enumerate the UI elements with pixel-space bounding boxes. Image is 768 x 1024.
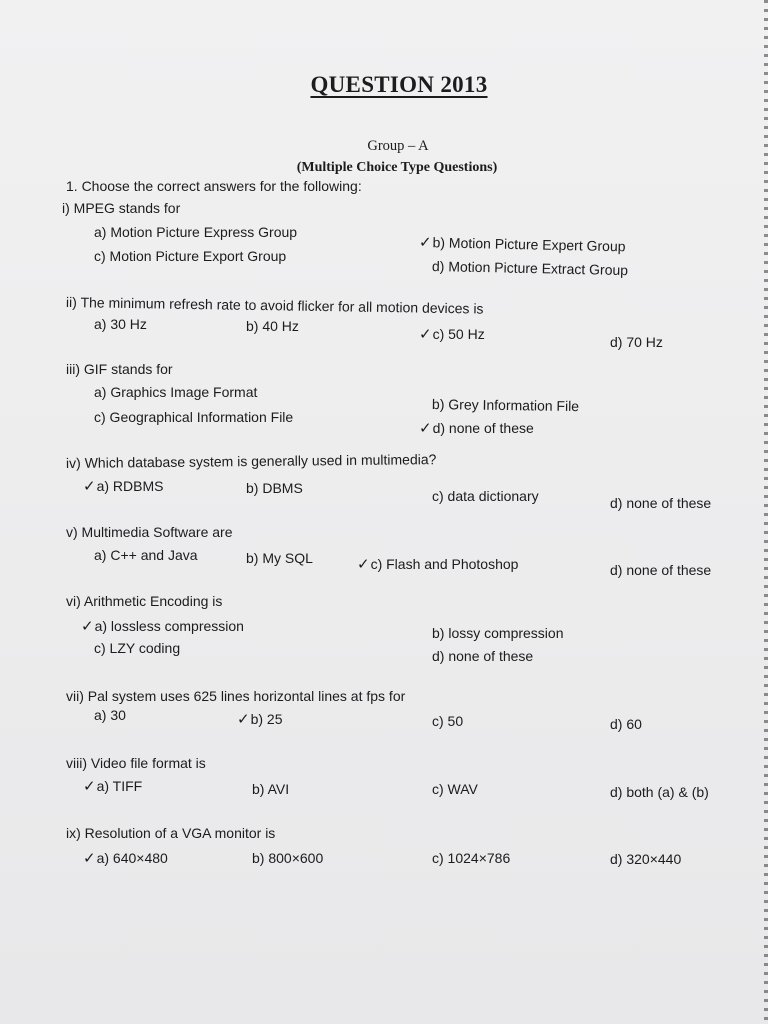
question-1-option-a xyxy=(94,224,297,240)
question-4-option-b xyxy=(246,480,303,496)
question-3-text: iii) GIF stands for xyxy=(66,361,173,377)
option-label: b) My SQL xyxy=(246,550,313,566)
question-4-option-a xyxy=(83,477,163,495)
page-title: QUESTION 2013 xyxy=(310,72,488,97)
option-label: a) Motion Picture Express Group xyxy=(94,224,298,240)
question-6-option-b xyxy=(432,625,564,641)
option-label: a) C++ and Java xyxy=(94,547,198,563)
question-6-option-a xyxy=(81,617,244,635)
question-4-option-d xyxy=(610,495,711,511)
question-1-option-c xyxy=(94,248,286,264)
option-label: d) none of these xyxy=(432,648,534,664)
option-label: a) Graphics Image Format xyxy=(94,384,258,400)
option-label: d) 70 Hz xyxy=(610,334,663,350)
checkmark-icon: ✓ xyxy=(357,556,370,573)
option-label: b) Grey Information File xyxy=(431,396,580,415)
option-label: a) lossless compression xyxy=(94,618,244,634)
option-label: d) none of these xyxy=(432,420,534,436)
checkmark-icon: ✓ xyxy=(418,234,432,252)
question-4-text: iv) Which database system is generally used in multimedia? xyxy=(65,451,437,471)
question-5-option-d xyxy=(610,562,711,578)
option-label: c) Flash and Photoshop xyxy=(370,556,519,572)
question-7-option-c xyxy=(432,713,463,729)
question-2-option-a xyxy=(94,316,147,332)
option-label: c) LZY coding xyxy=(94,640,181,656)
option-label: d) 320×440 xyxy=(610,851,682,867)
question-2-option-c xyxy=(419,325,485,343)
option-label: c) Geographical Information File xyxy=(94,409,294,425)
group-title: Group – A xyxy=(367,138,429,154)
option-label: d) both (a) & (b) xyxy=(610,784,709,800)
option-label: d) Motion Picture Extract Group xyxy=(431,258,629,279)
checkmark-icon: ✓ xyxy=(237,711,250,728)
option-label: a) TIFF xyxy=(96,778,143,794)
option-label: a) 640×480 xyxy=(96,850,168,866)
question-2-option-d xyxy=(610,334,663,350)
option-label: a) 30 xyxy=(94,707,126,723)
question-7-text: vii) Pal system uses 625 lines horizontal lines at fps for xyxy=(66,688,406,704)
checkmark-icon: ✓ xyxy=(419,326,432,343)
question-9-option-b xyxy=(252,850,323,866)
option-label: c) 1024×786 xyxy=(432,850,511,866)
question-8-option-a xyxy=(83,777,142,795)
question-5-option-c xyxy=(357,555,518,573)
question-5-text: v) Multimedia Software are xyxy=(66,524,233,540)
checkmark-icon: ✓ xyxy=(83,850,96,867)
question-6-option-c xyxy=(94,640,180,656)
question-1-text: i) MPEG stands for xyxy=(62,200,181,216)
question-8-text: viii) Video file format is xyxy=(66,755,206,771)
question-9-option-d xyxy=(610,851,681,867)
question-3-option-b xyxy=(432,396,579,414)
question-2-text: ii) The minimum refresh rate to avoid flicker for all motion devices is xyxy=(65,294,484,317)
question-5-option-b xyxy=(246,550,313,566)
question-3-option-c xyxy=(94,409,293,425)
option-label: b) DBMS xyxy=(246,480,303,496)
question-4-option-c xyxy=(432,488,539,504)
option-label: d) none of these xyxy=(610,562,712,578)
checkmark-icon: ✓ xyxy=(83,478,96,495)
option-label: b) Motion Picture Expert Group xyxy=(432,234,626,255)
option-label: b) 40 Hz xyxy=(246,318,299,334)
option-label: b) AVI xyxy=(252,781,290,797)
question-3-option-d xyxy=(419,419,534,437)
question-5-option-a xyxy=(94,547,198,563)
question-9-option-a xyxy=(83,849,168,867)
option-label: b) 25 xyxy=(250,711,283,727)
group-subtitle: (Multiple Choice Type Questions) xyxy=(296,160,498,175)
question-6-text: vi) Arithmetic Encoding is xyxy=(66,593,223,609)
option-label: d) 60 xyxy=(610,716,642,732)
question-7-option-a xyxy=(94,707,126,723)
option-label: b) lossy compression xyxy=(432,625,564,641)
group-header xyxy=(0,135,768,179)
question-9-text: ix) Resolution of a VGA monitor is xyxy=(66,825,276,841)
question-1-option-d xyxy=(432,258,628,278)
checkmark-icon: ✓ xyxy=(419,420,432,437)
question-9-option-c xyxy=(432,850,510,866)
option-label: c) 50 xyxy=(432,713,464,729)
question-1-option-b xyxy=(419,233,626,255)
question-6-option-d xyxy=(432,648,533,664)
question-8-option-d xyxy=(610,784,709,800)
option-label: c) WAV xyxy=(432,781,478,797)
option-label: a) RDBMS xyxy=(96,478,164,494)
checkmark-icon: ✓ xyxy=(83,778,96,795)
question-7-option-b xyxy=(237,710,283,728)
instruction: 1. Choose the correct answers for the following: xyxy=(66,178,362,194)
question-2-option-b xyxy=(246,318,299,334)
option-label: c) Motion Picture Export Group xyxy=(94,248,287,264)
option-label: c) 50 Hz xyxy=(432,326,485,342)
checkmark-icon: ✓ xyxy=(81,618,94,635)
option-label: c) data dictionary xyxy=(432,488,539,504)
question-3-option-a xyxy=(94,384,257,400)
question-8-option-c xyxy=(432,781,478,797)
question-7-option-d xyxy=(610,716,642,732)
option-label: a) 30 Hz xyxy=(94,316,147,332)
question-8-option-b xyxy=(252,781,289,797)
option-label: d) none of these xyxy=(610,495,712,511)
option-label: b) 800×600 xyxy=(252,850,324,866)
